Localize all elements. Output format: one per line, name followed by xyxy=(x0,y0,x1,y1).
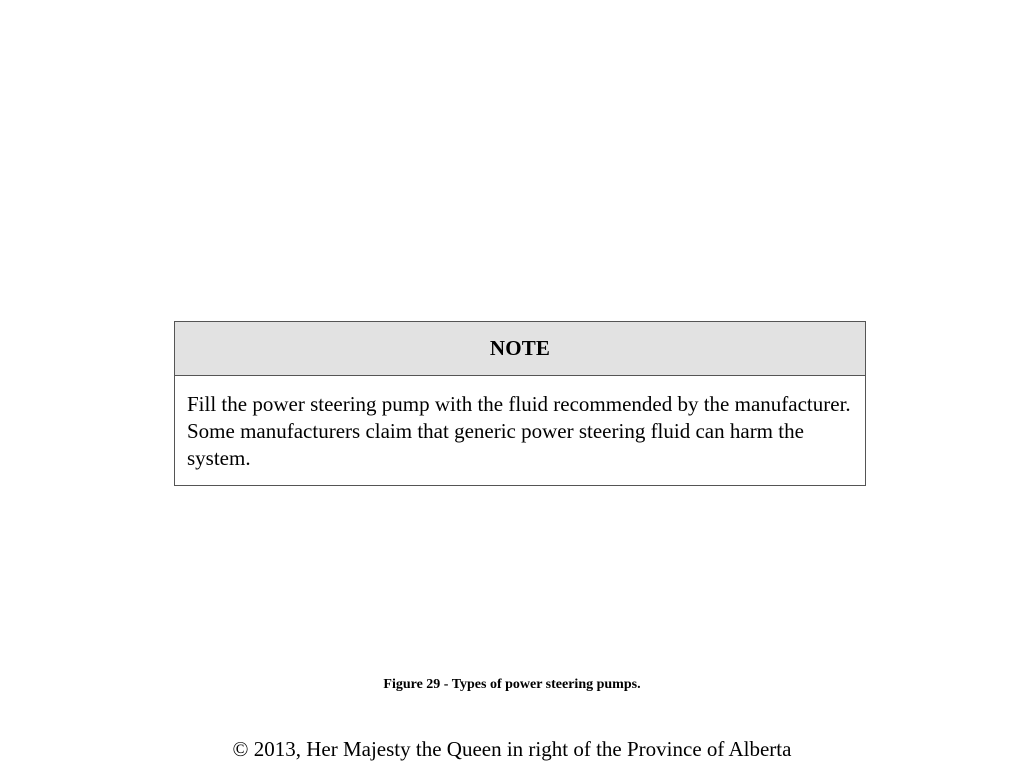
copyright-footer: © 2013, Her Majesty the Queen in right of the Province of Alberta xyxy=(232,737,792,761)
note-box xyxy=(174,321,866,486)
note-heading: NOTE xyxy=(175,322,865,376)
note-body-text: Fill the power steering pump with the fluid recommended by the manufacturer. Some manufacturers claim that generic power steering fluid can harm the system. xyxy=(187,392,851,470)
figure-caption: Figure 29 - Types of power steering pumps. xyxy=(383,677,641,692)
